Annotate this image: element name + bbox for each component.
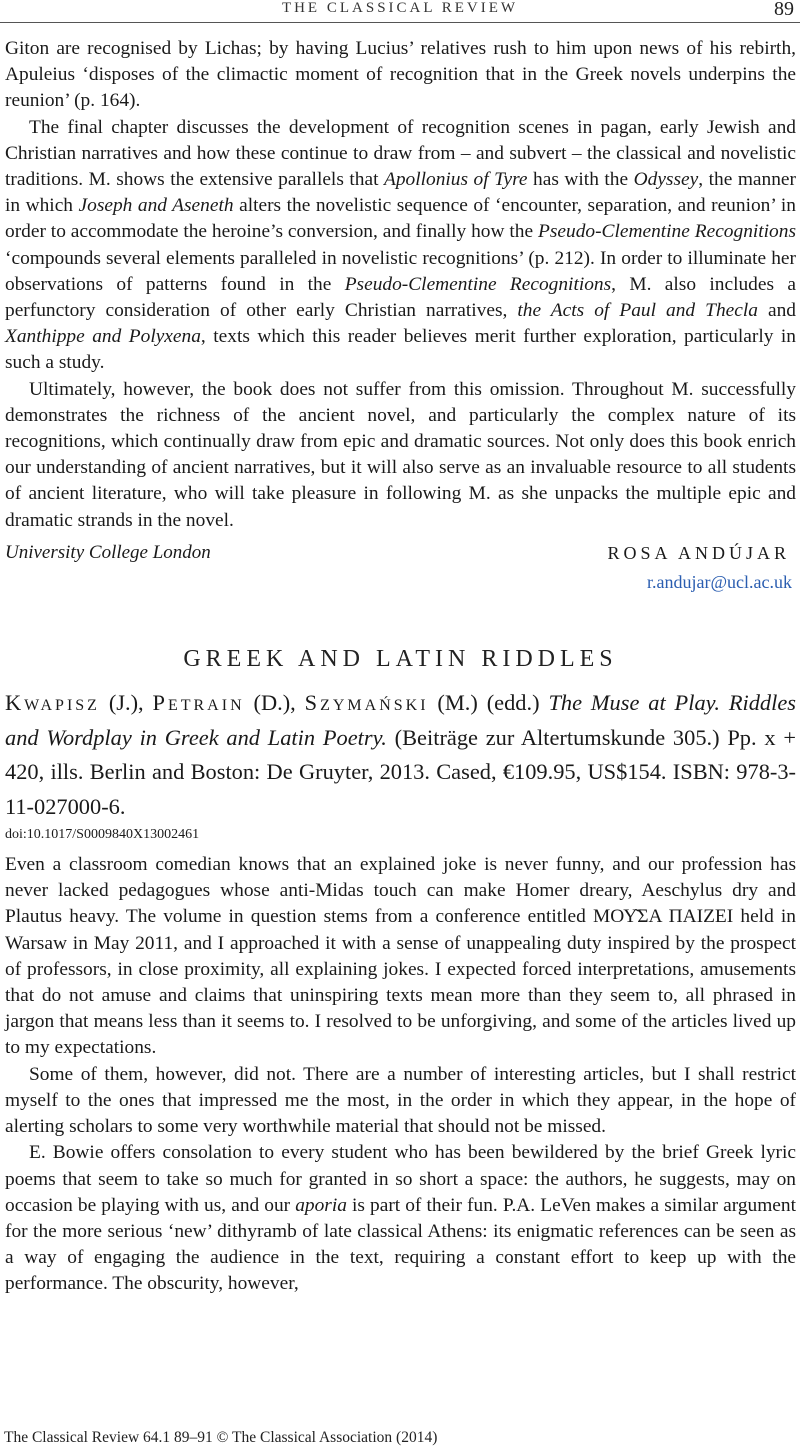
book-details: (Beiträge zur Altertumskunde 305.) Pp. x + 420, ills. Berlin and Boston: De Gruyter, 2013. Cased, €109.95, US$154. ISBN: 978-3-11-027000-6. [5, 724, 796, 819]
running-head [0, 0, 800, 23]
page-number: 89 [774, 0, 794, 20]
review2-paragraph-2: Some of them, however, did not. There are a number of interesting articles, but I shall restrict myself to the ones that impressed me the most, in the order in which they appear, in the hope of alerting scholars to some very worthwhile material that should not be missed. [5, 1063, 796, 1138]
review1-paragraph-1: Giton are recognised by Lichas; by having Lucius’ relatives rush to him upon news of his rebirth, Apuleius ‘disposes of the climactic moment of recognition that in the Greek novels underpins the reunion’ (p. 164). [5, 38, 796, 112]
book-title: The Muse at Play. Riddles and Wordplay in Greek and Latin Poetry. [5, 690, 796, 750]
review1-paragraph-2: The final chapter discusses the development of recognition scenes in pagan, early Jewish and Christian narratives and how these continue to draw from – and subvert – the classical and novelistic traditions. M. shows the extensive parallels that Apollonius of Tyre has with the Odyssey, the manner in which Joseph and Aseneth alters the novelistic sequence of ‘encounter, separation, and reunion’ in order to accommodate the heroine’s conversion, and finally how the Pseudo-Clementine Recognitions ‘compounds several elements paralleled in novelistic recognitions’ (p. 212). In order to illuminate her observations of patterns found in the Pseudo-Clementine Recognitions, M. also includes a perfunctory consideration of other early Christian narratives, the Acts of Paul and Thecla and Xanthippe and Polyxena, texts which this reader believes merit further exploration, particularly in such a study. [5, 116, 796, 374]
editor-1: Kwapisz [5, 690, 100, 716]
reviewer-name: ROSA ANDÚJAR [607, 542, 790, 563]
section-heading: GREEK AND LATIN RIDDLES [183, 645, 618, 672]
editor-2: Petrain [152, 690, 245, 716]
doi-link[interactable]: doi:10.1017/S0009840X13002461 [5, 827, 200, 843]
body-text [5, 36, 796, 1298]
review1-paragraph-3: Ultimately, however, the book does not suffer from this omission. Throughout M. successfully demonstrates the richness of the ancient novel, and particularly the complex nature of its recognitions, which continually draw from epic and dramatic sources. Not only does this book enrich our understanding of ancient narratives, but it will also serve as an invaluable resource to all students of ancient literature, who will take pleasure in following M. as she unpacks the multiple epic and dramatic strands in the novel. [5, 378, 796, 531]
page-footer: The Classical Review 64.1 89–91 © The Classical Association (2014) [4, 1429, 438, 1446]
review2-paragraph-1: Even a classroom comedian knows that an explained joke is never funny, and our profession has never lacked pedagogues whose anti-Midas touch can make Homer dreary, Aeschylus dry and Plautus heavy. The volume in question stems from a conference entitled ΜΟΥ͂ΣΑ ΠΑΙΖΕΙ held in Warsaw in May 2011, and I approached it with a sense of unappealing duty inspired by the prospect of professors, in close proximity, all explaining jokes. I expected forced interpretations, amusements that do not amuse and claims that uninspiring texts mean more than they seem to, all phrased in jargon that means less than it seems to. I resolved to be unforgiving, and some of the articles lived up to my expectations. [5, 854, 796, 1059]
editor-3: Szymański [304, 690, 429, 716]
running-title: THE CLASSICAL REVIEW [281, 0, 519, 16]
book-citation: Kwapisz (J.), Petrain (D.), Szymański (M.) (edd.) The Muse at Play. Riddles and Wordplay in Greek and Latin Poetry. (Beiträge zur Altertumskunde 305.) Pp. x + 420, ills. Berlin and Boston: De Gruyter, 2013. Cased, €109.95, US$154. ISBN: 978-3-11-027000-6. [5, 690, 796, 819]
review2-paragraph-3: E. Bowie offers consolation to every student who has been bewildered by the brief Greek lyric poems that seem to take so much for granted in so short a space: the authors, he suggests, may on occasion be playing with us, and our aporia is part of their fun. P.A. LeVen makes a similar argument for the more serious ‘new’ dithyramb of late classical Athens: its enigmatic references can be seen as a way of engaging the audience in the text, requiring a constant effort to keep up with the performance. The obscurity, however, [5, 1142, 796, 1295]
affiliation: University College London [5, 541, 211, 563]
signature-block [5, 540, 796, 570]
reviewer-email-link[interactable]: r.andujar@ucl.ac.uk [646, 571, 792, 592]
